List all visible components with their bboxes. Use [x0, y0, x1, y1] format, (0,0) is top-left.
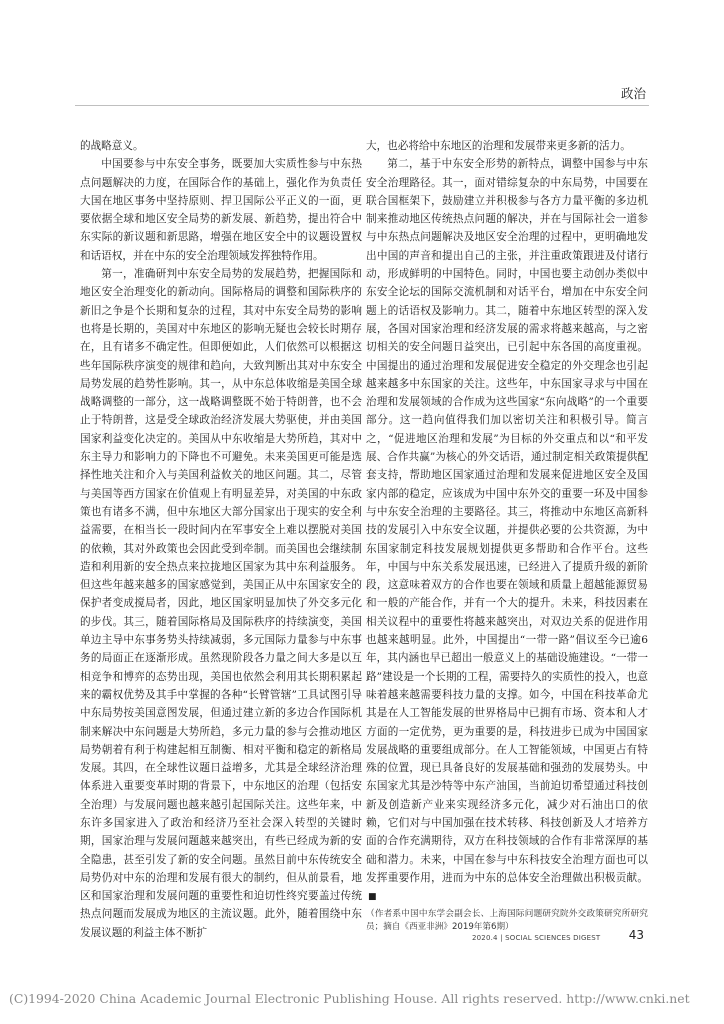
paragraph-continuation: 的战略意义。 [80, 140, 144, 152]
copyright-watermark: (C)1994-2020 China Academic Journal Electronic Publishing House. All rights reserved. http://www.cnki.net [9, 991, 690, 1006]
end-mark-icon: ■ [368, 892, 377, 903]
paragraph-point-two-text: 第二，基于中东安全形势的新特点，调整中国参与中东安全治理路径。其一，面对错综复杂的中东局势，中国要在联合国框架下，鼓励建立并积极参与各方力量平衡的多边机制来推动地区传统热点问题的解决，并在与国际社会一道参与中东热点问题解决及地区安全治理的过程中，更明确地发出中国的声音和提出自己的主张，并注重政策跟进及付诸行动，形成鲜明的中国特色。同时，中国也要主动创办类似中东安全论坛的国际交流机制和对话平台，增加在中东安全问题上的话语权及影响力。其二，随着中东地区转型的深入发展，各国对国家治理和经济发展的需求将越来越高，与之密切相关的安全问题日益突出，已引起中东各国的高度重视。中国提出的通过治理和发展促进安全稳定的外交理念也引起越来越多中东国家的关注。这些年，中东国家寻求与中国在治理和发展领域的合作成为这些国家“东向战略”的一个重要部分。这一趋向值得我们加以密切关注和积极引导。简言之，“促进地区治理和发展”为目标的外交重点和以“和平发展、合作共赢”为核心的外交话语，通过制定相关政策提供配套支持，帮助地区国家通过治理和发展来促进地区安全及国家内部的稳定，应该成为中国中东外交的重要一环及中国参与中东安全治理的主要路径。其三，将推动中东地区高新科技的发展引入中东安全议题，并提供必要的公共资源，为中东国家制定科技发展规划提供更多帮助和合作平台。这些年，中国与中东关系发展迅速，已经进入了提质升级的新阶段，这意味着双方的合作也要在领域和质量上超越能源贸易和一般的产能合作，并有一个大的提升。未来，科技因素在相关议程中的重要性将越来越突出，对双边关系的促进作用也越来越明显。此外，中国提出“一带一路”倡议至今已逾6年，其内涵也早已超出一般意义上的基础设施建设。“一带一路”建设是一个长期的工程，需要持久的实质性的投入，也意味着越来越需要科技力量的支撑。如今，中国在科技革命尤其是在人工智能发展的世界格局中已拥有市场、资本和人才方面的一定优势，更为重要的是，科技进步已成为中国国家发展战略的重要组成部分。在人工智能领域，中国更占有特殊的位置，现已具备良好的发展基础和强劲的发展势头。中东国家尤其是沙特等中东产油国，当前迫切希望通过科技创新及创造新产业来实现经济多元化，减少对石油出口的依赖，它们对与中国加强在技术转移、科技创新及人才培养方面的合作充满期待，双方在科技领域的合作有非常深厚的基础和潜力。未来，中国在参与中东科技安全治理方面也可以发挥重要作用，进而为中东的总体安全治理做出积极贡献。 [366, 158, 648, 884]
paragraph-point-one: 第一，准确研判中东安全局势的发展趋势，把握国际和地区安全治理变化的新动向。国际格局的调整和国际秩序的新旧之争是个长期和复杂的过程，其对中东安全局势的影响也将是长期的，美国对中东地区的影响无疑也会较长时期存在，且有诸多不确定性。但即便如此，人们依然可以根据这些年国际秩序演变的规律和趋向，大致判断出其对中东安全局势发展的趋势性影响。其一，从中东总体收缩是美国全球战略调整的一部分，这一战略调整既不始于特朗普，也不会止于特朗普，这是受全球政治经济发展大势驱使，并由美国国家利益变化决定的。美国从中东收缩是大势所趋，其对中东主导力和影响力的下降也不可避免。未来美国更可能是选择性地关注和介入与美国利益攸关的地区问题。其二，尽管与美国等西方国家在价值观上有明显差异，对美国的中东政策也有诸多不满，但中东地区大部分国家出于现实的安全利益需要，在相当长一段时间内在军事安全上难以摆脱对美国的依赖，其对外政策也会因此受到牵制。而美国也会继续制造和利用新的安全热点来拉拢地区国家为其中东利益服务。但这些年越来越多的国家感觉到，美国正从中东国家安全的保护者变成搅局者，因此，地区国家明显加快了外交多元化的步伐。其三，随着国际格局及国际秩序的持续演变，美国单边主导中东事务势头持续减弱，多元国际力量参与中东事务的局面正在逐渐形成。虽然现阶段各力量之间大多是以互相竞争和博弈的态势出现，美国也依然会利用其长期积累起来的霸权优势及其手中掌握的各种“长臂管辖”工具试图引导中东局势按美国意图发展，但通过建立新的多边合作国际机制来解决中东问题是大势所趋，多元力量的参与会推动地区局势朝着有利于构建起相互制衡、相对平衡和稳定的新格局发展。其四，在全球性议题日益增多，尤其是全球经济治理体系进入重要变革时期的背景下，中东地区的治理（包括安全治理）与发展问题也越来越引起国际关注。这些年来，中东许多国家进入了政治和经济乃至社会深入转型的关键时期，国家治理与发展问题越来越突出，有些已经成为新的安全隐患，甚至引发了新的安全问题。虽然目前中东传统安全局势仍对中东的治理和发展有很大的制约，但从前景看，地区和国家治理和发展问题的重要性和迫切性终究要盖过传统热点问题而发展成为地区的主流议题。此外，随着围绕中东发展议题的利益主体不断扩 [80, 268, 362, 939]
paragraph-point-two [366, 155, 648, 906]
author-source-note: （作者系中国中东学会副会长、上海国际问题研究院外交政策研究所研究员；摘自《西亚非洲》2019年第6期） [366, 909, 648, 933]
left-column [80, 137, 362, 942]
page-number: 43 [628, 928, 644, 942]
paragraph-continuation: 大，也必将给中东地区的治理和发展带来更多新的活力。 [366, 140, 631, 152]
journal-footer: 2020.4 | SOCIAL SCIENCES DIGEST [472, 934, 601, 942]
right-column [366, 137, 648, 934]
paragraph-intro: 中国要参与中东安全事务，既要加大实质性参与中东热点问题解决的力度，在国际合作的基础上，强化作为负责任大国在地区事务中坚持原则、捍卫国际公平正义的一面，更要依据全球和地区安全局势的新发展、新趋势，提出符合中东实际的新议题和新思路，增强在地区安全中的议题设置权和话语权，并在中东的安全治理领域发挥独特作用。 [80, 158, 362, 262]
header-divider [75, 105, 649, 106]
section-title: 政治 [620, 86, 646, 101]
